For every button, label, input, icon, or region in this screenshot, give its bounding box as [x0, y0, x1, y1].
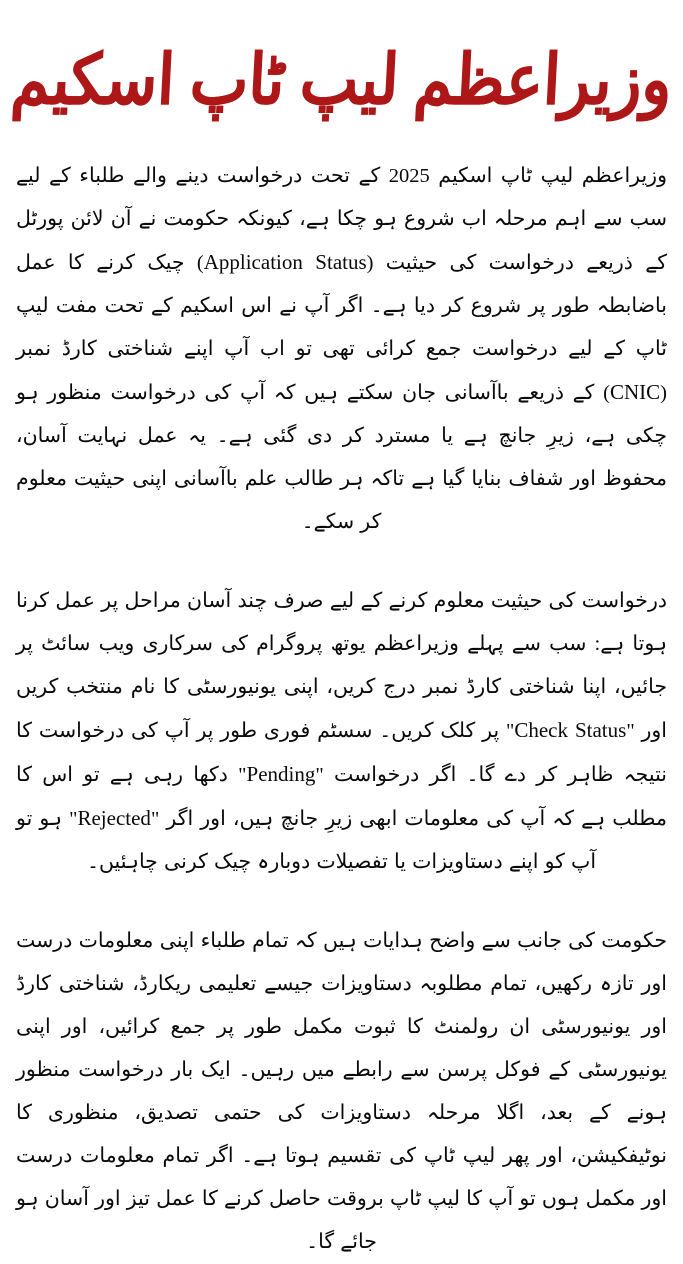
- inline-english-term: Pending: [246, 762, 316, 786]
- inline-english-term: CNIC: [609, 380, 661, 404]
- paragraph-3: حکومت کی جانب سے واضح ہدایات ہیں کہ تمام طلباء اپنی معلومات درست اور تازہ رکھیں، تمام مطلوبہ دستاویزات جیسے تعلیمی ریکارڈ، شناختی کارڈ اور یونیورسٹی ان رولمنٹ کا ثبوت مکمل طور پر جمع کرائیں، اور اپنی یونیورسٹی کے فوکل پرسن سے رابطے میں رہیں۔ ایک بار درخواست منظور ہونے کے بعد، اگلا مرحلہ دستاویزات کی حتمی تصدیق، منظوری کا نوٹیفکیشن، اور پھر لیپ ٹاپ کی تقسیم ہوتا ہے۔ اگر تمام معلومات درست اور مکمل ہوں تو آپ کا لیپ ٹاپ بروقت حاصل کرنے کا عمل تیز اور آسان ہو جائے گا۔: [16, 930, 667, 1253]
- inline-english-term: Rejected: [77, 806, 151, 830]
- paragraph-1: وزیراعظم لیپ ٹاپ اسکیم 2025 کے تحت درخواست دینے والے طلباء کے لیے سب سے اہم مرحلہ اب شروع ہو چکا ہے، کیونکہ حکومت نے آن لائن پورٹل کے ذریعے درخواست کی حیثیت (Application Status) چیک کرنے کا عمل باضابطہ طور پر شروع کر دیا ہے۔ اگر آپ نے اس اسکیم کے تحت مفت لیپ ٹاپ کے لیے درخواست جمع کرائی تھی تو اب آپ اپنے شناختی کارڈ نمبر (CNIC) کے ذریعے باآسانی جان سکتے ہیں کہ آپ کی درخواست منظور ہو چکی ہے، زیرِ جانچ ہے یا مسترد کر دی گئی ہے۔ یہ عمل نہایت آسان، محفوظ اور شفاف بنایا گیا ہے تاکہ ہر طالب علم باآسانی اپنی حیثیت معلوم کر سکے۔: [16, 165, 667, 533]
- inline-english-term: Application Status: [203, 250, 367, 274]
- title-block: [6, 0, 677, 155]
- article-body: [6, 155, 677, 1264]
- inline-english-term: Check Status: [514, 718, 627, 742]
- paragraph-2: درخواست کی حیثیت معلوم کرنے کے لیے صرف چند آسان مراحل پر عمل کرنا ہوتا ہے: سب سے پہلے وزیراعظم یوتھ پروگرام کی سرکاری ویب سائٹ پر جائیں، اپنا شناختی کارڈ نمبر درج کریں، اپنی یونیورسٹی کا نام منتخب کریں اور "Check Status" پر کلک کریں۔ سسٹم فوری طور پر آپ کی درخواست کا نتیجہ ظاہر کر دے گا۔ اگر درخواست "Pending" دکھا رہی ہے تو اس کا مطلب ہے کہ آپ کی معلومات ابھی زیرِ جانچ ہیں، اور اگر "Rejected" ہو تو آپ کو اپنے دستاویزات یا تفصیلات دوبارہ چیک کرنی چاہئیں۔: [16, 590, 668, 873]
- page-title: وزیراعظم لیپ ٹاپ اسکیم: [9, 42, 674, 119]
